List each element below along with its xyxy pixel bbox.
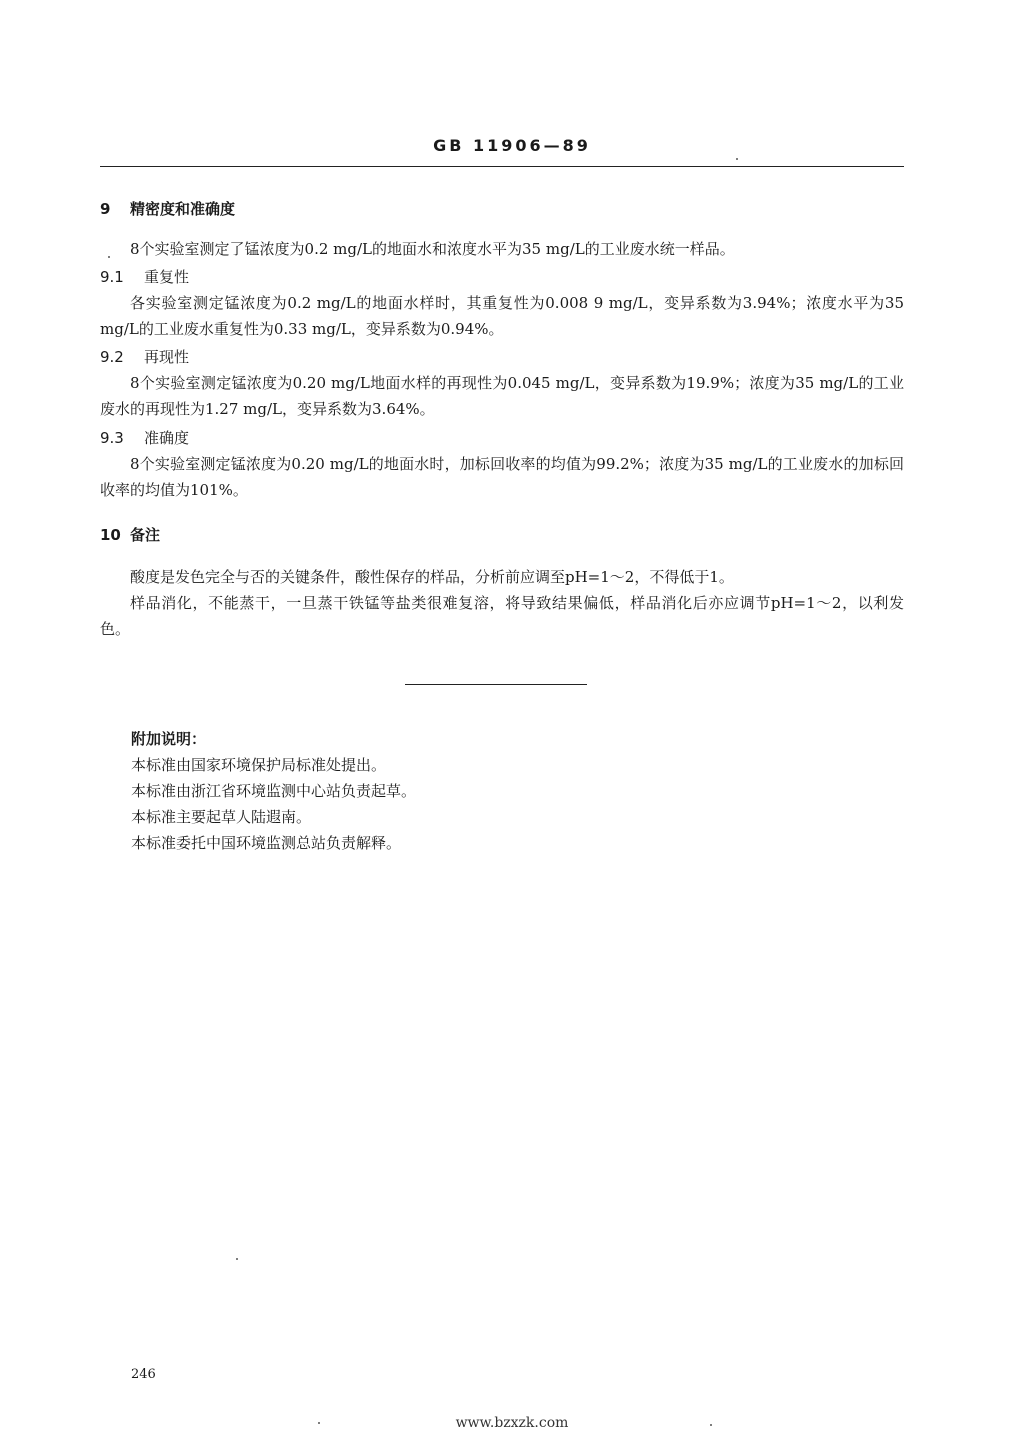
- standard-code: GB 11906—89: [433, 136, 591, 155]
- subsection-title: 重复性: [144, 268, 190, 286]
- section-title: 备注: [130, 526, 161, 544]
- section-10: [100, 522, 904, 548]
- paragraph: 酸度是发色完全与否的关键条件，酸性保存的样品，分析前应调至pH=1～2，不得低于1。: [130, 568, 734, 586]
- scan-speck: [710, 1424, 712, 1426]
- page-number: 246: [131, 1367, 156, 1382]
- subsection-9-3: [100, 425, 904, 503]
- paragraph: 8个实验室测定锰浓度为0.20 mg/L的地面水时，加标回收率的均值为99.2%；浓度为35 mg/L的工业废水的加标回收率的均值为101%。: [100, 455, 904, 499]
- section-number: 9: [100, 200, 111, 218]
- appendix-line: 本标准由国家环境保护局标准处提出。: [131, 756, 387, 774]
- subsection-9-2: [100, 344, 904, 422]
- scan-speck: [318, 1422, 320, 1424]
- scan-speck: [108, 256, 110, 258]
- section-title: 精密度和准确度: [130, 200, 236, 218]
- subsection-heading: [100, 344, 904, 370]
- subsection-number: 9.3: [100, 429, 124, 447]
- section-divider: [405, 684, 587, 685]
- appendix-note: [131, 726, 831, 856]
- paragraph: 8个实验室测定锰浓度为0.20 mg/L地面水样的再现性为0.045 mg/L，变异系数为19.9%；浓度为35 mg/L的工业废水的再现性为1.27 mg/L，变异系数为3.64%。: [100, 374, 904, 418]
- appendix-title: 附加说明：: [131, 730, 207, 748]
- subsection-number: 9.2: [100, 348, 124, 366]
- scan-speck: [736, 158, 738, 160]
- scan-speck: [236, 1258, 238, 1260]
- header-rule: [100, 166, 904, 167]
- section-number: 10: [100, 526, 121, 544]
- section-9-heading: [100, 196, 904, 222]
- section-9: [100, 196, 904, 222]
- appendix-line: 本标准主要起草人陆遐南。: [131, 808, 312, 826]
- appendix-line: 本标准委托中国环境监测总站负责解释。: [131, 834, 402, 852]
- subsection-heading: [100, 425, 904, 451]
- subsection-title: 准确度: [144, 429, 190, 447]
- subsection-number: 9.1: [100, 268, 124, 286]
- paragraph: 样品消化，不能蒸干，一旦蒸干铁锰等盐类很难复溶，将导致结果偏低，样品消化后亦应调节pH=1～2，以利发色。: [100, 594, 904, 638]
- subsection-heading: [100, 264, 904, 290]
- footer-url: www.bzxzk.com: [455, 1415, 569, 1431]
- section-9-intro: [100, 236, 904, 262]
- paragraph: 8个实验室测定了锰浓度为0.2 mg/L的地面水和浓度水平为35 mg/L的工业废水统一样品。: [130, 240, 735, 258]
- paragraph: 各实验室测定锰浓度为0.2 mg/L的地面水样时，其重复性为0.008 9 mg/L，变异系数为3.94%；浓度水平为35 mg/L的工业废水重复性为0.33 mg/L，变异系数为0.94%。: [100, 294, 904, 338]
- section-10-body: [100, 564, 904, 642]
- appendix-line: 本标准由浙江省环境监测中心站负责起草。: [131, 782, 417, 800]
- subsection-title: 再现性: [144, 348, 190, 366]
- section-10-heading: [100, 522, 904, 548]
- subsection-9-1: [100, 264, 904, 342]
